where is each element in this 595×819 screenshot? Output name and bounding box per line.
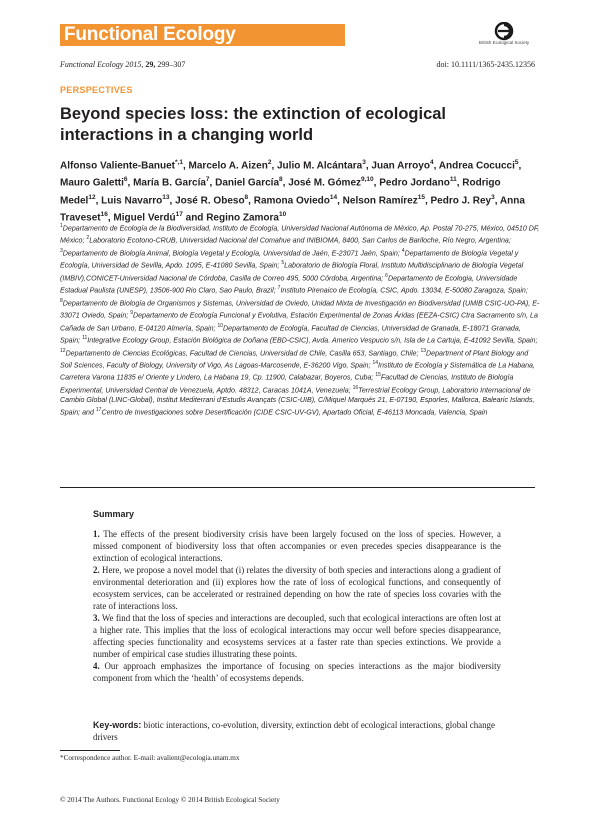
author-name: María B. García [133, 177, 206, 189]
affiliation-marker: 1 [60, 223, 63, 229]
author-name: Juan Arroyo [371, 160, 430, 172]
author-name: Pedro Jordano [379, 177, 450, 189]
author-name: Anna Traveset [60, 194, 525, 224]
affiliation-text: Departamento de Biología Vegetal y Ecología, Universidad de Sevilla, Apdo. 1095, E-41080 Sevilla, Spain; [60, 249, 519, 270]
author-affiliation-marker: 11 [449, 176, 457, 184]
journal-banner: Functional Ecology [60, 24, 345, 46]
divider [60, 487, 535, 488]
author-name: Rodrigo Medel [60, 177, 501, 206]
summary-point-text: Our approach emphasizes the importance of focusing on species interactions as the major biodiversity component from which the ‘health’ of ecosystems depends. [93, 661, 501, 683]
affiliation-marker: 11 [82, 335, 88, 342]
affiliation-marker: 2 [86, 235, 90, 242]
citation-pages: 299–307 [157, 60, 186, 69]
author-affiliation-marker: 8 [244, 193, 249, 201]
author-name: José M. Gómez [288, 177, 362, 189]
author-affiliation-marker: 8 [279, 176, 283, 184]
author-affiliation-marker: 16 [100, 210, 108, 218]
author-affiliation-marker: 6 [123, 176, 128, 184]
british-ecological-society-logo [473, 22, 535, 52]
summary-point-text: Here, we propose a novel model that (i) relates the diversity of both species and interactions along a gradient of environmental deterioration and (ii) explores how the rate of loss of ecological functions, and consequently of ecosystem services, can be accelerated or restrained depending on how the rate of species loss covaries with the rate of interactions loss. [93, 565, 501, 611]
affiliation-text: Departamento de Biología Animal, Biología Vegetal y Ecología, Universidad de Jaén, E-23071 Jaén, Spain; [62, 249, 402, 258]
citation-volume: 29, [145, 60, 156, 69]
summary-heading: Summary [93, 509, 135, 519]
journal-citation [60, 60, 185, 69]
correspondence-footnote: *Correspondence author. E-mail: avalient@ecologia.unam.mx [60, 754, 240, 762]
author-name: Miguel Verdú [113, 212, 176, 224]
affiliation-marker: 16 [352, 384, 359, 391]
author-affiliation-marker: 7 [205, 176, 210, 184]
affiliation-marker: 4 [401, 247, 405, 254]
summary-point [93, 660, 501, 684]
affiliation-text: Departamento de Ciencias Ecológicas, Facultad de Ciencias, Universidad de Chile, Casilla 653, Santiago, Chile; [65, 348, 421, 357]
affiliation-text: Departamento de Biología de Organismos y Sistemas, Universidad de Oviedo, Unidad Mixta de Investigación en Biodiversidad (UMIB CSIC-UO-PA), E-33071 Oviedo, Spain; [60, 299, 540, 320]
summary-point [93, 612, 501, 660]
author-affiliation-marker: 5 [514, 159, 519, 166]
affiliation-marker: 10 [217, 322, 224, 329]
affiliation-text: Laboratorio Ecotono-CRUB, Universidad Nacional del Comahue and INIBIOMA, 8400, San Carlos de Bariloche, Río Negro, Argentina; [89, 236, 511, 245]
author-name: José R. Obeso [175, 194, 245, 206]
author-name: Daniel García [215, 177, 280, 189]
affiliation-text: Facultad de Ciencias, Instituto de Biología Experimental, Universidad Central de Venezuela, Aptdo. 48312, Caracas 1041A, Venezuela; [60, 373, 514, 395]
keywords-label: Key-words: [93, 720, 142, 730]
summary-point-number: 2. [93, 565, 100, 575]
affiliation-marker: 6 [385, 272, 388, 279]
author-name: Andrea Cocucci [438, 160, 515, 172]
summary-point-number: 4. [93, 661, 100, 671]
author-name: Marcelo A. Aizen [188, 160, 268, 172]
summary-point [93, 564, 501, 612]
affiliation-text: Departamento de Ecologia, Universidade Estadual Paulista (UNESP), 13506-900 Rio Claro, Sao Paulo, Brazil; [60, 274, 518, 295]
affiliation-marker: 14 [372, 359, 378, 366]
doi[interactable]: doi: 10.1111/1365-2435.12356 [436, 60, 535, 69]
author-name: Pedro J. Rey [430, 194, 492, 206]
author-name: Ramona Oviedo [253, 194, 330, 206]
author-affiliation-marker: 14 [329, 193, 338, 201]
affiliation-text: Departamento de Ecología de la Biodiversidad, Instituto de Ecología, Universidad Nacional Autónoma de México, Ap. Postal 70-275, México, 04510 DF, México; [60, 224, 540, 245]
author-affiliation-marker: 17 [175, 210, 183, 218]
footnote-divider [60, 750, 120, 751]
author-name: Luis Navarro [101, 194, 163, 206]
author-list: Alfonso Valiente-Banuet$^{*,1}$, Marcelo A. Aizen$^2$, Julio M. Alcántara$^3$, Juan Arroyo$^4$, Andrea Cocucci$^5$, Mauro Galetti$^6$, María B. García$^7$, Daniel García$^8$, José M. Gómez$^{9,10}$, Pedro Jordano$^{11}$, Rodrigo Medel$^{12}$, Luis Navarro$^{13}$, José R. Obeso$^8$, Ramona Oviedo$^{14}$, Nelson Ramírez$^{15}$, Pedro J. Rey$^3$, Anna Traveset$^{16}$, Miguel Verdú$^{17}$ and Regino Zamora$^{10}$ [60, 159, 525, 224]
affiliation-marker: 3 [60, 247, 63, 254]
summary-point-text: We find that the loss of species and interactions are decoupled, such that ecological interactions are often lost at a higher rate. This implies that the loss of ecological interactions may occur well before species disappearance, affecting species functionality and ecosystems services at a faster rate than species extinctions. We provide a number of empirical case studies illustrating these points. [93, 613, 501, 659]
author-affiliation-marker: *,1 [175, 159, 183, 166]
author-affiliation-marker: 15 [417, 193, 425, 201]
affiliation-marker: 17 [95, 407, 102, 414]
author-name: Regino Zamora [206, 212, 279, 224]
affiliation-text: Integrative Ecology Group, Estación Biológica de Doñana (EBD-CSIC), Avda. Americo Vespucio s/n, Isla de La Cartuja, E-41092 Sevilla, Spain; [87, 336, 538, 345]
article-title: Beyond species loss: the extinction of ecological interactions in a changing world [60, 105, 447, 144]
affiliation-text: Department of Plant Biology and Soil Sciences, Faculty of Biology, University of Vigo, As Lagoas-Marcosende, E-36200 Vigo, Spain; [60, 348, 529, 370]
author-name: Nelson Ramírez [342, 194, 418, 206]
author-affiliation-marker: 9,10 [361, 176, 374, 184]
section-label: PERSPECTIVES [60, 85, 133, 95]
affiliation-marker: 7 [277, 285, 281, 292]
keywords [93, 719, 501, 743]
author-name: Mauro Galetti [60, 177, 124, 189]
affiliation-marker: 15 [375, 372, 381, 379]
author-name: Alfonso Valiente-Banuet [60, 160, 176, 172]
author-name: Julio M. Alcántara [277, 160, 363, 172]
affiliation-marker: 9 [130, 310, 133, 317]
summary-body [93, 528, 501, 684]
keywords-text: biotic interactions, co-evolution, diversity, extinction debt of ecological interactions, global change drivers [93, 720, 495, 742]
citation-year: 2015, [125, 60, 144, 69]
author-affiliation-marker: 10 [279, 210, 287, 218]
summary-point-number: 3. [93, 613, 100, 623]
affiliation-text: Instituto Pirenaico de Ecología, CSIC, Apdo. 13034, E-50080 Zaragoza, Spain; [280, 286, 528, 295]
summary-point-number: 1. [93, 529, 100, 539]
affiliation-marker: 8 [60, 297, 63, 304]
affiliation-text: Instituto de Ecología y Sistemática de La Habana, Carretera Varona 11835 e/ Oriente y Lindero, La Habana 19, Cp. 11900, Calabazar, Boyeros, Cuba; [60, 361, 535, 382]
affiliation-marker: 12 [60, 347, 66, 354]
affiliation-marker: 13 [420, 347, 427, 354]
logo-caption: British Ecological Society [478, 40, 530, 45]
author-affiliation-marker: 4 [429, 159, 434, 166]
copyright-notice: © 2014 The Authors. Functional Ecology © 2014 British Ecological Society [60, 796, 280, 804]
author-affiliation-marker: 13 [162, 193, 170, 201]
affiliation-text: Departamento de Ecología Funcional y Evolutiva, Estación Experimental de Zonas Áridas (EEZA-CSIC) Ctra Sacramento s/n, La Cañada de San Urbano, E-04120 Almería, Spain; [60, 311, 538, 332]
summary-point-text: The effects of the present biodiversity crisis have been largely focused on the loss of species. However, a missed component of biodiversity loss that often accompanies or even precedes species disappearance is the extinction of ecological interactions. [93, 529, 501, 563]
citation-journal: Functional Ecology [60, 60, 124, 69]
affiliation-text: Laboratorio de Biología Floral, Instituto Multidisciplinario de Biología Vegetal (IMBIV),CONICET-Universidad Nacional de Córdoba, Casilla de Correo 495, 5000 Córdoba, Argentina; [60, 261, 524, 283]
affiliation-marker: 5 [281, 260, 285, 267]
affiliations [60, 221, 540, 418]
affiliation-text: Terrestrial Ecology Group, Laboratorio Internacional de Cambio Global (LINC-Global), Institut Mediterrani d'Estudis Avançats (CSIC-UIB), C/Miquel Marqués 21, E-07190, Esporles, Mallorca, Balearic Islands, Spain; and [60, 386, 535, 417]
author-affiliation-marker: 3 [491, 193, 495, 201]
author-affiliation-marker: 12 [88, 193, 96, 201]
author-affiliation-marker: 2 [267, 159, 272, 166]
author-affiliation-marker: 3 [362, 159, 366, 166]
affiliation-text: Departamento de Ecología, Facultad de Ciencias, Universidad de Granada, E-18071 Granada, Spain; [60, 323, 521, 345]
summary-point [93, 528, 501, 564]
affiliation-text: Centro de Investigaciones sobre Desertificación (CIDE CSIC-UV-GV), Apartado Oficial, E-46113 Moncada, Valencia, Spain [101, 408, 488, 417]
